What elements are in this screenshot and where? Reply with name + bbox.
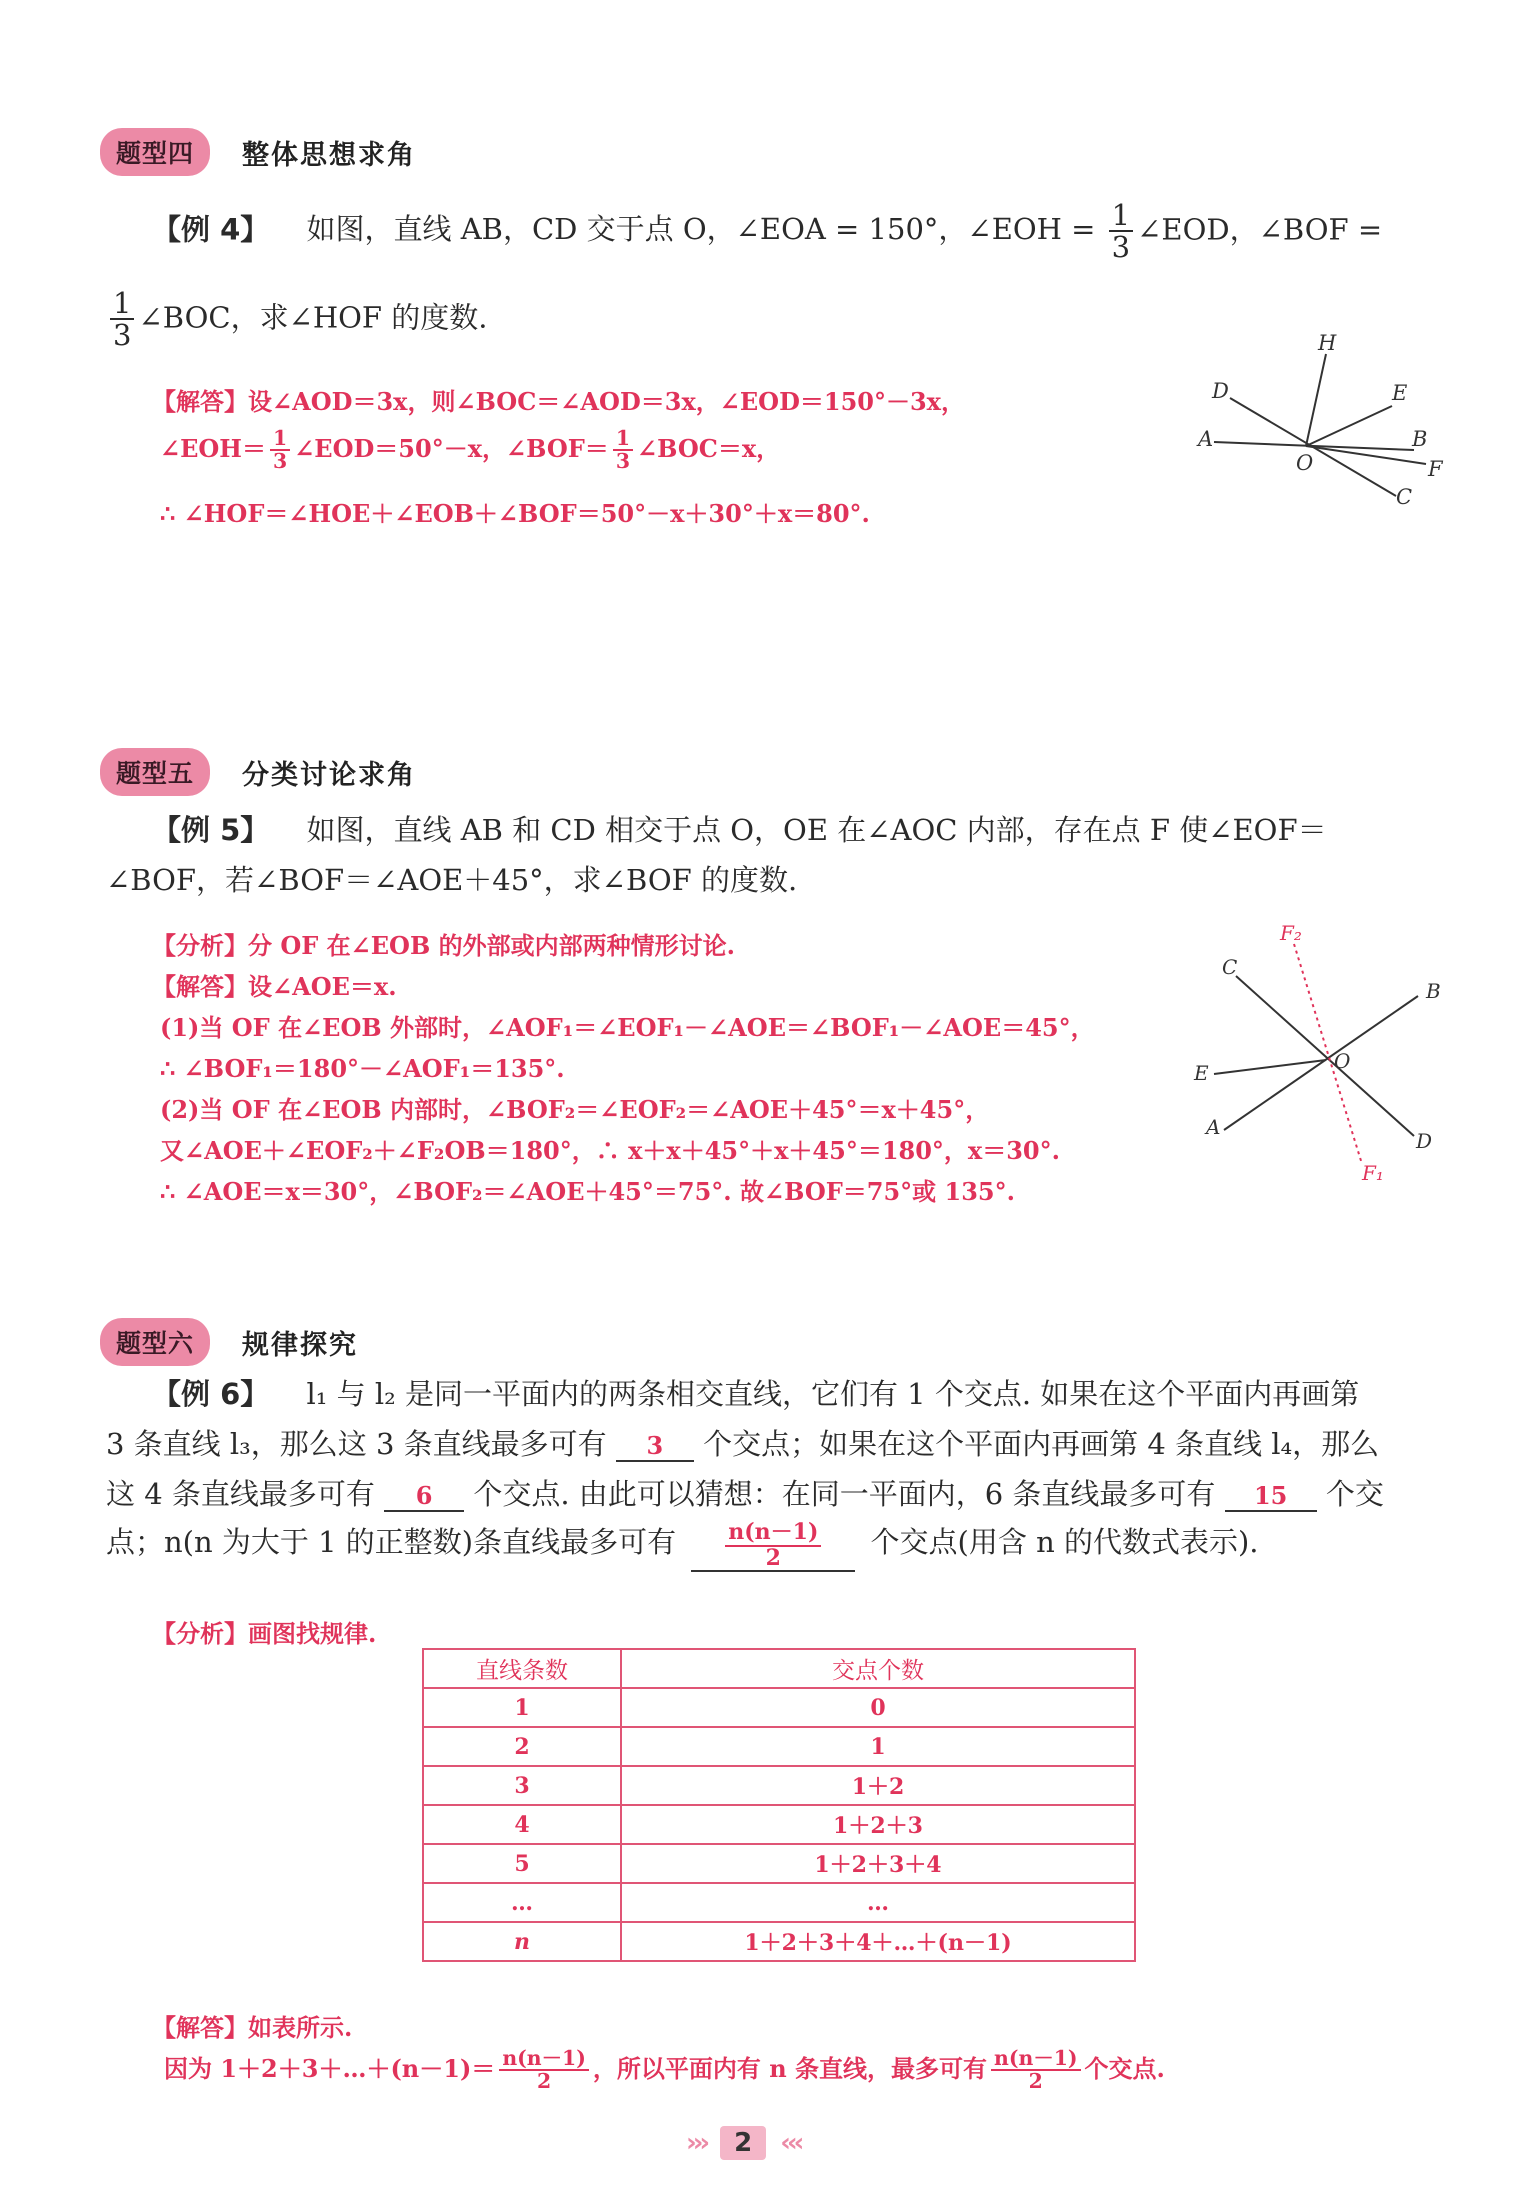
table-header-points: 交点个数 <box>621 1649 1135 1688</box>
answer-blank-3: 15 <box>1225 1481 1317 1512</box>
example-4-line-2 <box>106 288 488 351</box>
table-row: … … <box>423 1883 1135 1922</box>
section-4-header <box>100 128 416 176</box>
ray-OE <box>1306 406 1392 446</box>
example-4-answer-2: ∠EOH＝ $\frac{1}{3}$ ∠EOD＝50°－x，∠BOF＝ $\frac{1}{3}$ ∠BOC＝x， <box>160 426 781 474</box>
example-4-text-a: 如图，直线 AB，CD 交于点 O，∠EOA = 150°，∠EOH = <box>306 212 1105 247</box>
table-row: 3 1＋2 <box>423 1766 1135 1805</box>
left-arrows-icon: ‹‹‹ <box>780 2128 801 2158</box>
section-6-badge: 题型六 <box>100 1318 210 1366</box>
example-4-figure <box>1196 328 1466 518</box>
section-5-header <box>100 748 416 796</box>
answer-6-fraction-1: $\frac{n(n-1)}{2}$ <box>499 2048 589 2093</box>
example-4-fraction-1: $\frac{1}{3}$ <box>1109 200 1133 263</box>
example-5-solution-4: ∴ ∠BOF₁＝180°－∠AOF₁＝135°. <box>160 1054 565 1083</box>
line-AB <box>1224 996 1418 1130</box>
label-B: B <box>1426 979 1441 1003</box>
label-E: E <box>1194 1061 1209 1085</box>
section-5-badge: 题型五 <box>100 748 210 796</box>
example-6-line-1: 【例 6】 l₁ 与 l₂ 是同一平面内的两条相交直线，它们有 1 个交点. 如果在这个平面内再画第 <box>152 1377 1360 1411</box>
label-C: C <box>1396 485 1413 509</box>
label-A: A <box>1198 427 1214 451</box>
example-4-answer-1: 【解答】设∠AOD＝3x，则∠BOC＝∠AOD＝3x，∠EOD＝150°－3x， <box>152 387 965 416</box>
example-5-solution-5: (2)当 OF 在∠EOB 内部时，∠BOF₂＝∠EOF₂＝∠AOE＋45°＝x＋45°， <box>160 1095 990 1124</box>
example-5-solution-7: ∴ ∠AOE＝x＝30°，∠BOF₂＝∠AOE＋45°＝75°. 故∠BOF＝75°或 135°. <box>160 1177 1015 1206</box>
example-6-line-2: 3 条直线 l₃，那么这 3 条直线最多可有 3 个交点；如果在这个平面内再画第 4 条直线 l₄，那么 <box>106 1427 1380 1461</box>
label-A: A <box>1206 1115 1221 1139</box>
dotted-line-F2F1 <box>1294 944 1362 1164</box>
section-6-header <box>100 1318 358 1366</box>
example-5-solution-6: 又∠AOE＋∠EOF₂＋∠F₂OB＝180°，∴ x＋x＋45°＋x＋45°＝180°，x＝30°. <box>160 1136 1060 1165</box>
label-C: C <box>1222 955 1238 979</box>
label-B: B <box>1412 427 1428 451</box>
example-6-label: 【例 6】 <box>152 1377 270 1411</box>
example-5-figure <box>1190 918 1450 1188</box>
example-5-line-1: 【例 5】 如图，直线 AB 和 CD 相交于点 O，OE 在∠AOC 内部，存在点 F 使∠EOF＝ <box>152 813 1327 847</box>
label-D: D <box>1416 1129 1433 1153</box>
intersection-table <box>422 1648 1136 1962</box>
example-5-label: 【例 5】 <box>152 813 270 847</box>
section-6-title: 规律探究 <box>242 1329 359 1361</box>
example-5-solution-2: 【解答】设∠AOE＝x. <box>152 972 397 1001</box>
example-4-fraction-2: $\frac{1}{3}$ <box>110 288 134 351</box>
label-F2: F₂ <box>1280 921 1302 945</box>
example-4-answer-3: ∴ ∠HOF＝∠HOE＋∠EOB＋∠BOF＝50°－x＋30°＋x＝80°. <box>160 499 870 528</box>
example-4-text-b: ∠EOD，∠BOF = <box>1137 212 1383 247</box>
table-row: 2 1 <box>423 1727 1135 1766</box>
label-F: F <box>1428 457 1443 481</box>
example-6-answer-2: 因为 1＋2＋3＋…＋(n－1)＝ $\frac{n(n-1)}{2}$ ，所以平面内有 n 条直线，最多可有 $\frac{n(n-1)}{2}$ 个交点. <box>164 2046 1165 2094</box>
example-4-label: 【例 4】 <box>152 212 270 247</box>
ray-OH <box>1306 354 1326 446</box>
example-6-answer-1: 【解答】如表所示. <box>152 2013 353 2042</box>
table-header-lines: 直线条数 <box>423 1649 621 1688</box>
answer-blank-2: 6 <box>384 1481 464 1512</box>
example-5-solution-1: 【分析】分 OF 在∠EOB 的外部或内部两种情形讨论. <box>152 931 735 960</box>
example-5-line-2: ∠BOF，若∠BOF＝∠AOE＋45°，求∠BOF 的度数. <box>106 863 798 897</box>
table-row: n 1＋2＋3＋4＋…＋(n－1) <box>423 1922 1135 1961</box>
label-D: D <box>1212 379 1229 403</box>
section-4-badge: 题型四 <box>100 128 210 176</box>
label-O: O <box>1334 1049 1351 1073</box>
table-row: 5 1＋2＋3＋4 <box>423 1844 1135 1883</box>
example-6-analysis: 【分析】画图找规律. <box>152 1619 377 1648</box>
answer-4-fraction-1: $\frac{1}{3}$ <box>270 428 290 473</box>
label-F1: F₁ <box>1362 1161 1384 1185</box>
example-4-line-1 <box>152 200 1382 263</box>
example-6-line-3: 这 4 条直线最多可有 6 个交点. 由此可以猜想：在同一平面内，6 条直线最多可有 15 个交 <box>106 1477 1384 1511</box>
table-header-row <box>423 1649 1135 1688</box>
page-number-footer <box>686 2126 800 2160</box>
table-row: 1 0 <box>423 1688 1135 1727</box>
example-6-line-4: 点；n(n 为大于 1 的正整数)条直线最多可有 $\frac{n(n-1)}{2}$ 个交点(用含 n 的代数式表示). <box>106 1519 1259 1571</box>
answer-blank-4: $\frac{n(n-1)}{2}$ <box>691 1521 855 1571</box>
line-CD <box>1236 976 1414 1136</box>
label-H: H <box>1318 331 1337 355</box>
answer-blank-1: 3 <box>616 1431 694 1462</box>
label-E: E <box>1392 381 1408 405</box>
label-O: O <box>1296 451 1314 475</box>
answer-4-fraction-2: $\frac{1}{3}$ <box>613 428 633 473</box>
section-5-title: 分类讨论求角 <box>242 759 417 791</box>
example-4-text-c: ∠BOC，求∠HOF 的度数. <box>138 300 488 335</box>
answer-6-fraction-2: $\frac{n(n-1)}{2}$ <box>991 2048 1081 2093</box>
table-row: 4 1＋2＋3 <box>423 1805 1135 1844</box>
section-4-title: 整体思想求角 <box>242 139 417 171</box>
page-number: 2 <box>720 2126 766 2160</box>
right-arrows-icon: ››› <box>686 2128 707 2158</box>
example-5-solution-3: (1)当 OF 在∠EOB 外部时，∠AOF₁＝∠EOF₁－∠AOE＝∠BOF₁－∠AOE＝45°， <box>160 1013 1095 1042</box>
